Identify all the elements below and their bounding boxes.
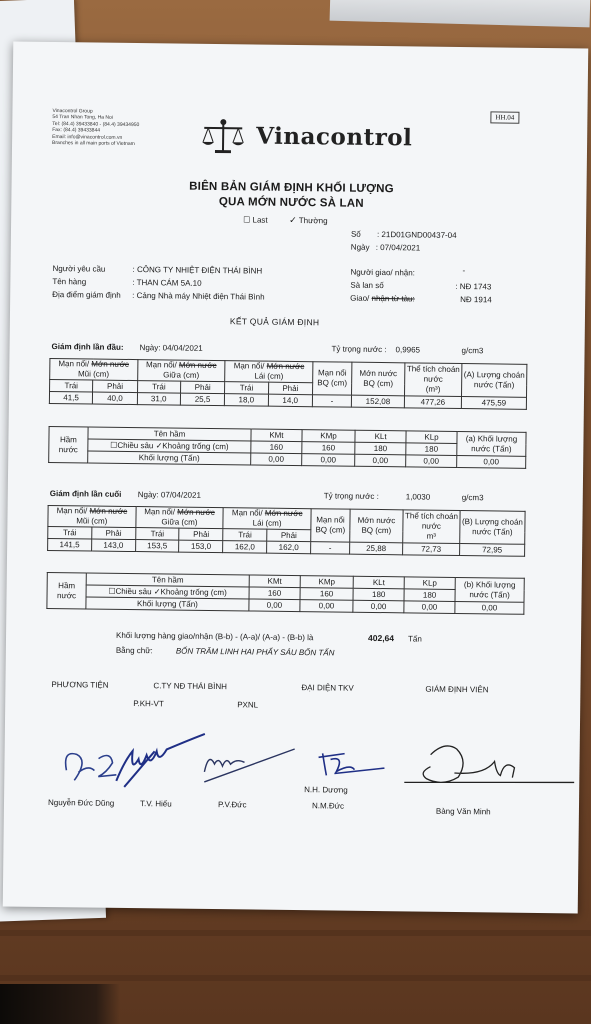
ship-value: NĐ 1914 bbox=[460, 294, 492, 305]
table-cell: 477,26 bbox=[404, 396, 461, 409]
brand-name: Vinacontrol bbox=[256, 122, 413, 152]
table-cell: 0,00 bbox=[355, 454, 406, 467]
words-value: BỐN TRĂM LINH HAI PHẨY SÁU BỐN TẤN bbox=[175, 646, 335, 658]
tank-col: KMp bbox=[302, 430, 355, 443]
final-inspection-date: Ngày: 07/04/2021 bbox=[137, 490, 202, 500]
doc-date bbox=[351, 243, 421, 253]
depth-space-row: ☐Chiều sâu ✓Khoảng trống (cm) bbox=[88, 439, 251, 453]
col-trai: Trái bbox=[225, 382, 268, 395]
col-phai: Phải bbox=[92, 527, 136, 540]
final-density-unit: g/cm3 bbox=[461, 493, 484, 503]
stern-header: Mạn nổi/ Mớn nước Lái (cm) bbox=[223, 508, 311, 530]
goods-label: Tên hàng bbox=[52, 277, 87, 287]
stern-header: Mạn nổi/ Mớn nước Lái (cm) bbox=[225, 361, 313, 383]
signer-name: Nguyễn Đức Dũng bbox=[47, 798, 115, 808]
table-cell: 475,59 bbox=[461, 397, 526, 410]
table-cell: 72,95 bbox=[460, 544, 525, 557]
col-phai: Phải bbox=[180, 381, 224, 394]
tank-col: KLt bbox=[355, 430, 406, 443]
col-phai: Phải bbox=[179, 528, 223, 541]
option-last-label: Last bbox=[252, 215, 268, 225]
tank-col: KMt bbox=[251, 429, 302, 442]
option-normal bbox=[289, 215, 328, 226]
col-phai: Phải bbox=[267, 529, 311, 542]
pxnl-heading: PXNL bbox=[237, 700, 259, 710]
col-trai: Trái bbox=[48, 526, 92, 539]
table-cell: 14,0 bbox=[268, 394, 313, 407]
checkmark-icon: ✓ bbox=[155, 440, 163, 450]
option-last bbox=[243, 215, 268, 224]
final-density-label: Tỷ trọng nước : bbox=[323, 491, 379, 502]
words-label: Bằng chữ: bbox=[115, 645, 153, 656]
ballast-title: Hầm nước bbox=[49, 426, 88, 462]
summary-unit: Tấn bbox=[407, 634, 422, 644]
pkh-heading: P.KH-VT bbox=[133, 699, 164, 709]
document-page bbox=[3, 42, 589, 914]
depth-space-row: ☐Chiều sâu ✓Khoảng trống (cm) bbox=[86, 585, 249, 599]
table-cell: 143,0 bbox=[91, 539, 135, 552]
checkbox-empty-icon: ☐ bbox=[110, 440, 118, 450]
address-line: Fax: (84.4) 39433844 bbox=[52, 127, 101, 134]
displacement-header: (B) Lượng choán nước (Tấn) bbox=[460, 511, 525, 545]
tank-name-header: Tên hầm bbox=[88, 427, 251, 441]
table-cell: 153,0 bbox=[179, 540, 223, 553]
doc-date-label: Ngày bbox=[350, 242, 370, 252]
option-normal-label: Thường bbox=[298, 216, 328, 226]
table-cell: 0,00 bbox=[455, 601, 524, 614]
table-cell: 180 bbox=[406, 443, 457, 456]
doc-number bbox=[351, 230, 457, 240]
table-cell: 180 bbox=[355, 442, 406, 455]
deliverer-value: - bbox=[462, 266, 466, 276]
form-code: HH.04 bbox=[490, 111, 519, 123]
signer-name: P.V.Đức bbox=[217, 800, 247, 810]
table-cell: 40,0 bbox=[93, 392, 137, 405]
table-cell: 160 bbox=[251, 441, 302, 454]
ship-label bbox=[350, 294, 415, 304]
place-value: : Cảng Nhà máy Nhiệt điện Thái Bình bbox=[132, 290, 265, 302]
place-label: Địa điểm giám định bbox=[52, 290, 121, 300]
table-cell: 0,00 bbox=[251, 453, 302, 466]
signer-name: T.V. Hiếu bbox=[139, 799, 172, 809]
deliverer-label: Người giao/ nhận: bbox=[350, 267, 415, 278]
address-line: Branches in all main ports of Vietnam bbox=[52, 140, 135, 148]
first-density-unit: g/cm3 bbox=[461, 346, 484, 356]
summary-value: 402,64 bbox=[367, 632, 395, 644]
address-line: Email: info@vinacontrol.com.vn bbox=[52, 133, 123, 141]
bow-header: Mạn nổi/ Mớn nước Mũi (cm) bbox=[48, 505, 136, 527]
tank-col: KLp bbox=[404, 577, 455, 590]
col-phai: Phải bbox=[93, 380, 137, 393]
mbq-header: Mớn nước BQ (cm) bbox=[352, 362, 405, 396]
plant-heading: C.TY NĐ THÁI BÌNH bbox=[153, 681, 227, 692]
tank-name-header: Tên hầm bbox=[86, 573, 249, 587]
ship-label-b: nhận từ tàu: bbox=[371, 293, 415, 304]
weight-row-label: Khối lượng (Tấn) bbox=[88, 451, 251, 465]
table-cell: 0,00 bbox=[249, 599, 300, 612]
tank-col: KLt bbox=[353, 576, 404, 589]
goods-value: : THAN CÁM 5A.10 bbox=[132, 277, 202, 288]
mnbq-header: Mạn nổi BQ (cm) bbox=[313, 362, 352, 395]
table-cell: 141,5 bbox=[48, 538, 92, 551]
table-cell: 160 bbox=[302, 442, 355, 455]
table-cell: 41,5 bbox=[49, 391, 92, 404]
requester-label: Người yêu cầu bbox=[52, 264, 106, 274]
table-cell: 18,0 bbox=[225, 394, 268, 407]
table-cell: 160 bbox=[300, 588, 353, 601]
address-line: Tel: (84.4) 39433840 - (84.4) 39434950 bbox=[52, 120, 140, 128]
col-trai: Trái bbox=[50, 379, 93, 392]
table-cell: 0,00 bbox=[302, 454, 355, 467]
volume-header: Thể tích choán nước m³ bbox=[403, 510, 460, 544]
tank-col: KMp bbox=[300, 576, 353, 589]
barge-value: : NĐ 1743 bbox=[455, 281, 492, 292]
signer-name: N.H. Dương bbox=[304, 785, 348, 795]
mbq-header: Mớn nước BQ (cm) bbox=[350, 509, 403, 543]
table-cell: 25,88 bbox=[350, 542, 403, 555]
tank-col: KMt bbox=[249, 575, 300, 588]
final-draft-table bbox=[47, 505, 526, 557]
shadow-corner bbox=[0, 984, 120, 1024]
first-inspection-label: Giám định lần đầu: bbox=[51, 342, 124, 352]
barge-label: Sà lan số bbox=[350, 280, 384, 291]
table-cell: 152,08 bbox=[351, 395, 404, 408]
scales-logo-icon bbox=[200, 116, 247, 162]
table-cell: 180 bbox=[353, 588, 404, 601]
first-density-value: 0,9965 bbox=[395, 345, 421, 355]
table-cell: 0,00 bbox=[404, 601, 455, 614]
table-cell: 162,0 bbox=[223, 541, 267, 554]
summary-formula: Khối lượng hàng giao/nhận (B-b) - (A-a)/ (A-a) - (B-b) là bbox=[116, 630, 314, 643]
first-draft-table bbox=[49, 358, 528, 410]
bow-header: Mạn nổi/ Mớn nước Mũi (cm) bbox=[50, 358, 138, 380]
checkmark-icon: ✓ bbox=[289, 214, 297, 225]
water-weight-header: (b) Khối lượng nước (Tấn) bbox=[455, 577, 524, 602]
displacement-header: (A) Lượng choán nước (Tấn) bbox=[462, 364, 527, 398]
checkmark-icon: ✓ bbox=[153, 586, 161, 596]
water-weight-header: (a) Khối lượng nước (Tấn) bbox=[457, 431, 526, 456]
wood-grain bbox=[0, 930, 591, 936]
doc-number-label: Số bbox=[350, 229, 361, 239]
first-ballast-table bbox=[48, 426, 526, 469]
col-phai: Phải bbox=[268, 382, 313, 395]
table-cell: - bbox=[312, 395, 351, 407]
first-inspection-date: Ngày: 04/04/2021 bbox=[139, 343, 203, 353]
address-line: 54 Tran Nhan Tong, Ha Noi bbox=[52, 114, 113, 122]
table-cell: 0,00 bbox=[353, 600, 404, 613]
final-ballast-table bbox=[46, 572, 524, 615]
table-cell: - bbox=[311, 542, 350, 554]
signer-name: N.M.Đức bbox=[311, 801, 345, 811]
address-line: Vinacontrol Group bbox=[52, 108, 93, 115]
final-inspection-label: Giám định lần cuối bbox=[49, 488, 122, 499]
ship-label-a: Giao/ bbox=[350, 293, 370, 303]
document-title: BIÊN BẢN GIÁM ĐỊNH KHỐI LƯỢNG bbox=[189, 180, 394, 196]
signer-name: Bàng Văn Minh bbox=[435, 806, 491, 817]
table-cell: 162,0 bbox=[267, 541, 311, 554]
checkbox-empty-icon: ☐ bbox=[243, 215, 251, 225]
checkbox-empty-icon: ☐ bbox=[108, 586, 116, 596]
table-cell: 25,5 bbox=[180, 393, 224, 406]
col-trai: Trái bbox=[223, 529, 267, 542]
table-cell: 31,0 bbox=[137, 393, 180, 406]
table-cell: 153,5 bbox=[135, 540, 179, 553]
tkv-heading: ĐẠI DIỆN TKV bbox=[301, 683, 354, 693]
company-address bbox=[52, 108, 172, 148]
table-cell: 0,00 bbox=[300, 600, 353, 613]
final-density-value: 1,0030 bbox=[405, 492, 431, 502]
wood-grain bbox=[0, 975, 591, 981]
document-subtitle: QUA MỚN NƯỚC SÀ LAN bbox=[218, 196, 364, 210]
table-cell: 180 bbox=[404, 589, 455, 602]
mnbq-header: Mạn nổi BQ (cm) bbox=[311, 509, 350, 542]
inspector-heading: GIÁM ĐỊNH VIÊN bbox=[425, 684, 489, 695]
mid-header: Mạn nổi/ Mớn nước Giữa (cm) bbox=[136, 507, 224, 529]
table-cell: 160 bbox=[249, 587, 300, 600]
doc-date-value: : 07/04/2021 bbox=[375, 242, 421, 253]
weight-row-label: Khối lượng (Tấn) bbox=[86, 597, 249, 611]
table-cell: 72,73 bbox=[403, 543, 460, 556]
ballast-title: Hầm nước bbox=[47, 572, 86, 608]
table-cell: 0,00 bbox=[406, 455, 457, 468]
first-density-label: Tỷ trọng nước : bbox=[331, 344, 387, 355]
tank-col: KLp bbox=[406, 431, 457, 444]
requester-value: : CÔNG TY NHIỆT ĐIỆN THÁI BÌNH bbox=[132, 264, 263, 276]
mid-header: Mạn nổi/ Mớn nước Giữa (cm) bbox=[137, 360, 225, 382]
volume-header: Thể tích choán nước (m³) bbox=[405, 363, 462, 397]
doc-number-value: : 21D01GND00437-04 bbox=[376, 229, 457, 240]
col-trai: Trái bbox=[135, 528, 179, 541]
vehicle-heading: PHƯƠNG TIỆN bbox=[51, 680, 109, 690]
col-trai: Trái bbox=[137, 381, 180, 394]
result-title: KẾT QUẢ GIÁM ĐỊNH bbox=[229, 316, 320, 328]
table-cell: 0,00 bbox=[457, 455, 526, 468]
